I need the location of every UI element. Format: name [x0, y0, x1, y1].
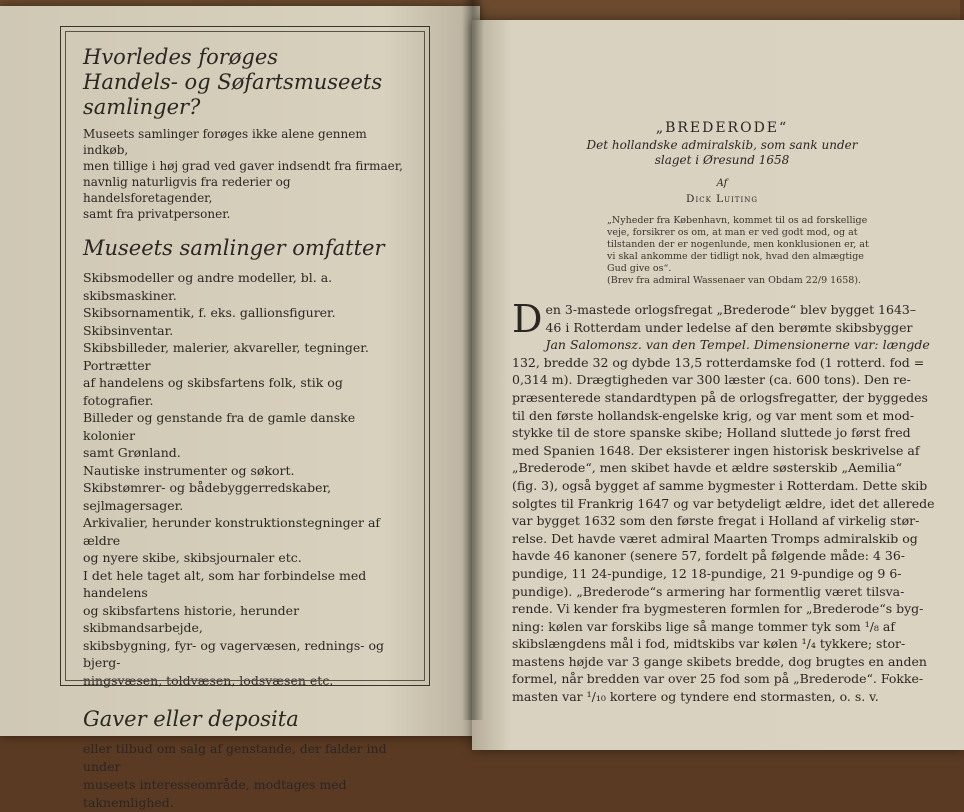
gifts-line: museets interesseområde, modtages med taknemlighed.	[83, 777, 347, 810]
epigraph-line: vi skal ankomme der tidligt nok, hvad den almægtige	[607, 251, 864, 262]
intro-line: Museets samlinger forøges ikke alene gennem indkøb,	[83, 127, 367, 157]
body-line: til den første hollandsk-engelske krig, og var ment som et mod-	[512, 407, 915, 423]
intro-line: men tillige i høj grad ved gaver indsendt fra firmaer,	[83, 159, 403, 173]
intro-line: navnlig naturligvis fra rederier og handelsforetagender,	[83, 175, 291, 205]
right-page	[472, 20, 964, 750]
collections-heading: Museets samlinger omfatter	[83, 236, 385, 260]
collections-list	[83, 269, 409, 689]
intro-paragraph	[83, 126, 409, 222]
notice-title	[83, 45, 409, 120]
gifts-paragraph	[83, 740, 409, 812]
body-line: havde 46 kanoner (senere 57, fordelt på følgende måde: 4 36-	[512, 548, 906, 564]
gifts-line: eller tilbud om salg af genstande, der falder ind under	[83, 741, 387, 774]
subtitle-line: Det hollandske admiralskib, som sank under	[586, 138, 858, 152]
body-line: masten var ¹/₁₀ kortere og tyndere end stormasten, o. s. v.	[512, 689, 879, 705]
epigraph-line: (Brev fra admiral Wassenaer van Obdam 22/9 1658).	[607, 275, 862, 286]
gifts-heading: Gaver eller deposita	[83, 707, 299, 731]
article-title: „BREDERODE“	[655, 120, 789, 136]
body-line: ning: kølen var forskibs lige så mange tommer tyk som ¹/₈ af	[512, 618, 895, 634]
body-line: 132, bredde 32 og dybde 13,5 rotterdamske fod (1 rotterd. fod =	[512, 354, 925, 370]
collections-list-item: I det hele taget alt, som har forbindelse med handelens	[83, 567, 367, 600]
collections-list-item: Skibsornamentik, f. eks. gallionsfigurer.	[83, 305, 336, 320]
body-line: pundige). „Brederode“s armering har formentlig været tilsva-	[512, 583, 905, 599]
notice-title-line: Hvorledes forøges	[83, 45, 279, 69]
first-line-text: en 3-mastede orlogsfregat „Brederode“ blev bygget 1643–	[545, 302, 917, 317]
collections-list-item: Billeder og genstande fra de gamle danske kolonier	[83, 410, 356, 443]
collections-list-item: Skibsbilleder, malerier, akvareller, tegninger. Portrætter	[83, 340, 369, 373]
article-subtitle	[512, 138, 932, 168]
epigraph-line: tilstanden der er nogenlunde, men konklusionen er, at	[607, 239, 869, 250]
body-line: (fig. 3), også bygget af samme bygmester i Rotterdam. Dette skib	[512, 477, 928, 493]
intro-line: samt fra privatpersoner.	[83, 207, 231, 221]
notice-title-line: Handels- og Søfartsmuseets samlinger?	[83, 70, 383, 119]
body-line: mastens højde var 3 gange skibets bredde, dog brugtes en anden	[512, 653, 927, 669]
body-line: Jan Salomonsz. van den Tempel. Dimensionerne var: længde	[545, 337, 930, 353]
collections-list-item: Arkivalier, herunder konstruktionstegninger af ældre	[83, 515, 381, 548]
body-line: solgtes til Frankrig 1647 og var betydeligt ældre, idet det allerede	[512, 495, 935, 511]
collections-list-item: ningsvæsen, toldvæsen, lodsvæsen etc.	[83, 672, 334, 688]
body-line: 0,314 m). Drægtigheden var 300 læster (ca. 600 tons). Den re-	[512, 372, 911, 388]
drop-cap: D	[512, 297, 543, 341]
collections-list-item: Skibsmodeller og andre modeller, bl. a. skibsmaskiner.	[83, 270, 333, 303]
byline-af: Af	[716, 178, 728, 189]
collections-list-item: skibsbygning, fyr- og vagervæsen, rednings- og bjerg-	[83, 637, 385, 670]
body-line: „Brederode“, men skibet havde et ældre søsterskib „Aemilia“	[512, 460, 903, 476]
subtitle-line: slaget i Øresund 1658	[654, 153, 790, 167]
epigraph-line: „Nyheder fra København, kommet til os ad forskellige	[607, 215, 868, 226]
body-line: formel, når bredden var over 25 fod som på „Brederode“. Fokke-	[512, 671, 924, 687]
body-line: præsenterede standardtypen på de orlogsfregatter, der byggedes	[512, 389, 928, 405]
collections-list-item: Skibsinventar.	[83, 322, 174, 338]
collections-list-item: af handelens og skibsfartens folk, stik og fotografier.	[83, 375, 343, 408]
collections-list-item: Skibstømrer- og bådebyggerredskaber, sejlmagersager.	[83, 480, 332, 513]
left-page	[0, 6, 480, 810]
body-line: med Spanien 1648. Der eksisterer ingen historisk beskrivelse af	[512, 442, 920, 458]
body-line: var bygget 1632 som den første fregat i Holland af virkelig stør-	[512, 513, 920, 529]
epigraph-line: Gud give os“.	[607, 263, 672, 274]
collections-list-item: samt Grønland.	[83, 445, 181, 460]
book-gutter	[462, 0, 484, 720]
body-line: stykke til de store spanske skibe; Holland sluttede jo først fred	[512, 425, 911, 441]
epigraph-line: veje, forsikrer os om, at man er ved godt mod, og at	[607, 227, 858, 238]
body-line: rende. Vi kender fra bygmesteren formlen for „Brederode“s byg-	[512, 601, 924, 617]
article	[512, 120, 935, 706]
epigraph-quote	[607, 215, 932, 287]
body-line: 46 i Rotterdam under ledelse af den berømte skibsbygger	[545, 319, 913, 335]
museum-notice-frame	[60, 26, 430, 810]
collections-list-item: og nyere skibe, skibsjournaler etc.	[83, 550, 302, 565]
body-line: relse. Det havde været admiral Maarten Tromps admiralskib og	[512, 530, 918, 546]
article-body	[512, 297, 935, 706]
collections-list-item: og skibsfartens historie, herunder skibmandsarbejde,	[83, 602, 300, 635]
body-line: skibslængdens mål i fod, midtskibs var kølen ¹/₄ tykkere; stor-	[512, 636, 906, 652]
collections-list-item: Nautiske instrumenter og søkort.	[83, 462, 295, 478]
article-author: Dick Luiting	[686, 193, 758, 205]
body-line: pundige, 11 24-pundige, 12 18-pundige, 21 9-pundige og 9 6-	[512, 565, 902, 581]
